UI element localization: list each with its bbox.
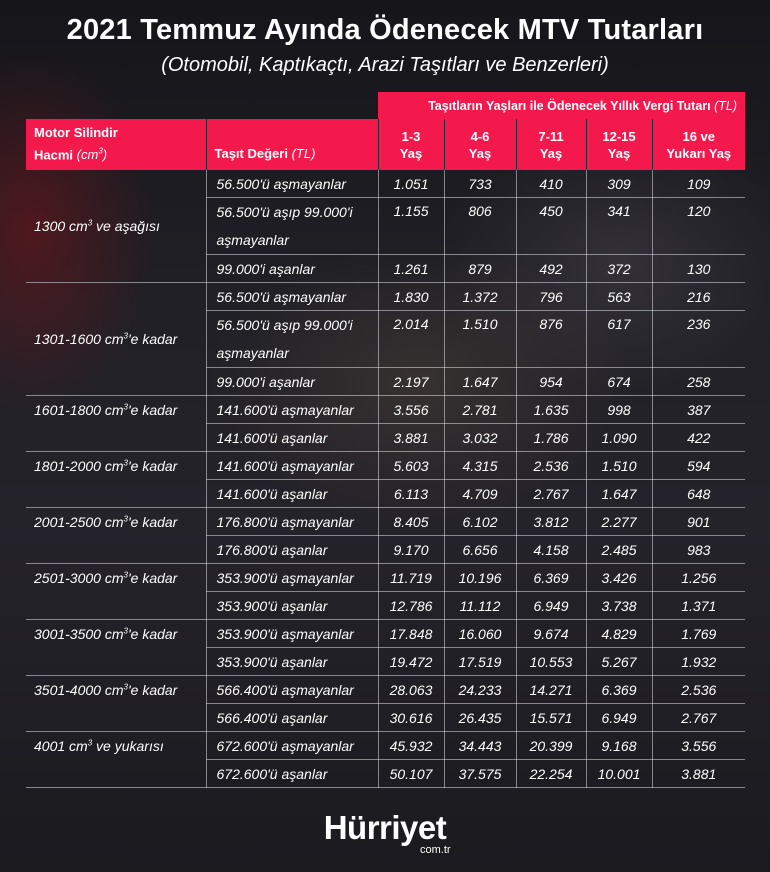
table-row [26,508,745,536]
age-12-15-header: 12-15 Yaş [586,119,652,170]
tax-amount-cell: 1.830 [378,283,444,311]
table-row [26,676,745,704]
tax-amount-cell: 4.315 [444,452,516,480]
mtv-table [26,92,745,788]
tax-amount-cell: 422 [652,424,745,452]
tax-amount-cell: 450 [516,198,586,255]
engine-column-header: Motor Silindir Hacmi $(cm^3)$ [26,119,206,170]
tax-amount-cell: 258 [652,368,745,396]
tax-amount-cell: 1.647 [444,368,516,396]
vehicle-value-cell: 566.400'ü aşmayanlar [206,676,378,704]
tax-amount-cell: 4.709 [444,480,516,508]
tax-amount-cell: 674 [586,368,652,396]
tax-amount-cell: 3.032 [444,424,516,452]
table-row [26,620,745,648]
tax-amount-cell: 5.603 [378,452,444,480]
vehicle-value-cell: 56.500'ü aşıp 99.000'i aşmayanlar [206,311,378,368]
engine-capacity-cell: 1801-2000 $cm^3'e$ kadar [26,452,206,508]
tax-amount-cell: 236 [652,311,745,368]
tax-amount-cell: 17.519 [444,648,516,676]
vehicle-value-cell: 141.600'ü aşanlar [206,480,378,508]
tax-amount-cell: 3.556 [378,396,444,424]
tax-amount-cell: 2.485 [586,536,652,564]
tax-amount-cell: 1.647 [586,480,652,508]
tax-amount-cell: 14.271 [516,676,586,704]
tax-amount-cell: 45.932 [378,732,444,760]
table-body [26,170,745,788]
tax-amount-cell: 2.014 [378,311,444,368]
tax-amount-cell: 120 [652,198,745,255]
tax-amount-cell: 998 [586,396,652,424]
engine-capacity-cell: 1301-1600 $cm^3'e$ kadar [26,283,206,396]
tax-amount-cell: 1.769 [652,620,745,648]
tax-amount-cell: 954 [516,368,586,396]
value-column-header: Taşıt Değeri (TL) [206,119,378,170]
table-row [26,170,745,198]
tax-amount-cell: 1.510 [444,311,516,368]
page-title: 2021 Temmuz Ayında Ödenecek MTV Tutarları [66,14,704,46]
tax-amount-cell: 11.719 [378,564,444,592]
tax-amount-cell: 22.254 [516,760,586,788]
vehicle-value-cell: 176.800'ü aşmayanlar [206,508,378,536]
tax-amount-cell: 9.168 [586,732,652,760]
tax-amount-cell: 50.107 [378,760,444,788]
tax-amount-cell: 733 [444,170,516,198]
tax-amount-cell: 6.369 [516,564,586,592]
tax-amount-cell: 11.112 [444,592,516,620]
vehicle-value-cell: 99.000'i aşanlar [206,255,378,283]
engine-capacity-cell: 3001-3500 $cm^3'e$ kadar [26,620,206,676]
tax-amount-cell: 1.261 [378,255,444,283]
vehicle-value-cell: 566.400'ü aşanlar [206,704,378,732]
vehicle-value-cell: 353.900'ü aşmayanlar [206,564,378,592]
tax-amount-cell: 4.829 [586,620,652,648]
tax-amount-cell: 1.051 [378,170,444,198]
vehicle-value-cell: 99.000'i aşanlar [206,368,378,396]
tax-amount-cell: 901 [652,508,745,536]
tax-amount-cell: 8.405 [378,508,444,536]
tax-amount-cell: 6.949 [516,592,586,620]
tax-amount-cell: 16.060 [444,620,516,648]
tax-amount-cell: 1.635 [516,396,586,424]
tax-amount-cell: 594 [652,452,745,480]
hurriyet-logo: Hürriyet com.tr [323,809,451,856]
tax-amount-cell: 2.536 [652,676,745,704]
tax-amount-cell: 879 [444,255,516,283]
tax-amount-cell: 1.155 [378,198,444,255]
vehicle-value-cell: 56.500'ü aşıp 99.000'i aşmayanlar [206,198,378,255]
table-row [26,564,745,592]
age-7-11-header: 7-11 Yaş [516,119,586,170]
tax-amount-cell: 876 [516,311,586,368]
tax-amount-cell: 19.472 [378,648,444,676]
tax-amount-cell: 10.001 [586,760,652,788]
tax-amount-cell: 216 [652,283,745,311]
age-4-6-header: 4-6 Yaş [444,119,516,170]
tax-amount-cell: 37.575 [444,760,516,788]
tax-amount-cell: 1.372 [444,283,516,311]
tax-amount-cell: 28.063 [378,676,444,704]
tax-amount-cell: 6.369 [586,676,652,704]
tax-amount-cell: 17.848 [378,620,444,648]
age-1-3-header: 1-3 Yaş [378,119,444,170]
tax-amount-cell: 24.233 [444,676,516,704]
tax-amount-cell: 2.277 [586,508,652,536]
vehicle-value-cell: 141.600'ü aşanlar [206,424,378,452]
tax-amount-cell: 410 [516,170,586,198]
tax-amount-cell: 648 [652,480,745,508]
vehicle-value-cell: 141.600'ü aşmayanlar [206,452,378,480]
tax-amount-cell: 2.767 [516,480,586,508]
vehicle-value-cell: 176.800'ü aşanlar [206,536,378,564]
tax-amount-cell: 26.435 [444,704,516,732]
age-group-header: Taşıtların Yaşları ile Ödenecek Yıllık Vergi Tutarı (TL) [378,92,745,119]
tax-amount-cell: 6.949 [586,704,652,732]
tax-amount-cell: 3.426 [586,564,652,592]
tax-amount-cell: 1.371 [652,592,745,620]
tax-amount-cell: 1.090 [586,424,652,452]
vehicle-value-cell: 353.900'ü aşmayanlar [206,620,378,648]
tax-amount-cell: 3.881 [378,424,444,452]
tax-amount-cell: 492 [516,255,586,283]
tax-amount-cell: 1.932 [652,648,745,676]
tax-amount-cell: 10.553 [516,648,586,676]
tax-amount-cell: 983 [652,536,745,564]
tax-amount-cell: 387 [652,396,745,424]
tax-amount-cell: 130 [652,255,745,283]
table-row [26,732,745,760]
tax-amount-cell: 5.267 [586,648,652,676]
table-row [26,452,745,480]
engine-capacity-cell: 3501-4000 $cm^3'e$ kadar [26,676,206,732]
engine-capacity-cell: 4001 $cm^3$ ve yukarısı [26,732,206,788]
tax-amount-cell: 9.674 [516,620,586,648]
tax-amount-cell: 309 [586,170,652,198]
tax-amount-cell: 20.399 [516,732,586,760]
tax-amount-cell: 10.196 [444,564,516,592]
vehicle-value-cell: 672.600'ü aşmayanlar [206,732,378,760]
tax-amount-cell: 109 [652,170,745,198]
tax-amount-cell: 2.536 [516,452,586,480]
tax-amount-cell: 1.786 [516,424,586,452]
tax-amount-cell: 2.767 [652,704,745,732]
engine-capacity-cell: 1601-1800 $cm^3'e$ kadar [26,396,206,452]
vehicle-value-cell: 56.500'ü aşmayanlar [206,283,378,311]
tax-amount-cell: 806 [444,198,516,255]
vehicle-value-cell: 141.600'ü aşmayanlar [206,396,378,424]
vehicle-value-cell: 56.500'ü aşmayanlar [206,170,378,198]
tax-amount-cell: 341 [586,198,652,255]
page-subtitle: (Otomobil, Kaptıkaçtı, Arazi Taşıtları ve Benzerleri) [161,54,609,76]
tax-amount-cell: 34.443 [444,732,516,760]
tax-amount-cell: 6.102 [444,508,516,536]
tax-amount-cell: 563 [586,283,652,311]
tax-amount-cell: 1.256 [652,564,745,592]
vehicle-value-cell: 353.900'ü aşanlar [206,592,378,620]
table-row [26,396,745,424]
engine-capacity-cell: 1300 $cm^3$ ve aşağısı [26,170,206,283]
vehicle-value-cell: 353.900'ü aşanlar [206,648,378,676]
tax-amount-cell: 1.510 [586,452,652,480]
vehicle-value-cell: 672.600'ü aşanlar [206,760,378,788]
tax-amount-cell: 6.113 [378,480,444,508]
tax-amount-cell: 372 [586,255,652,283]
tax-amount-cell: 15.571 [516,704,586,732]
tax-amount-cell: 3.738 [586,592,652,620]
tax-amount-cell: 3.881 [652,760,745,788]
tax-amount-cell: 4.158 [516,536,586,564]
engine-capacity-cell: 2501-3000 $cm^3'e$ kadar [26,564,206,620]
tax-amount-cell: 3.812 [516,508,586,536]
tax-amount-cell: 2.197 [378,368,444,396]
table-row [26,283,745,311]
tax-amount-cell: 30.616 [378,704,444,732]
tax-amount-cell: 796 [516,283,586,311]
tax-amount-cell: 617 [586,311,652,368]
tax-amount-cell: 3.556 [652,732,745,760]
engine-capacity-cell: 2001-2500 $cm^3'e$ kadar [26,508,206,564]
tax-amount-cell: 2.781 [444,396,516,424]
tax-amount-cell: 9.170 [378,536,444,564]
tax-amount-cell: 6.656 [444,536,516,564]
age-16-plus-header: 16 ve Yukarı Yaş [652,119,745,170]
tax-amount-cell: 12.786 [378,592,444,620]
